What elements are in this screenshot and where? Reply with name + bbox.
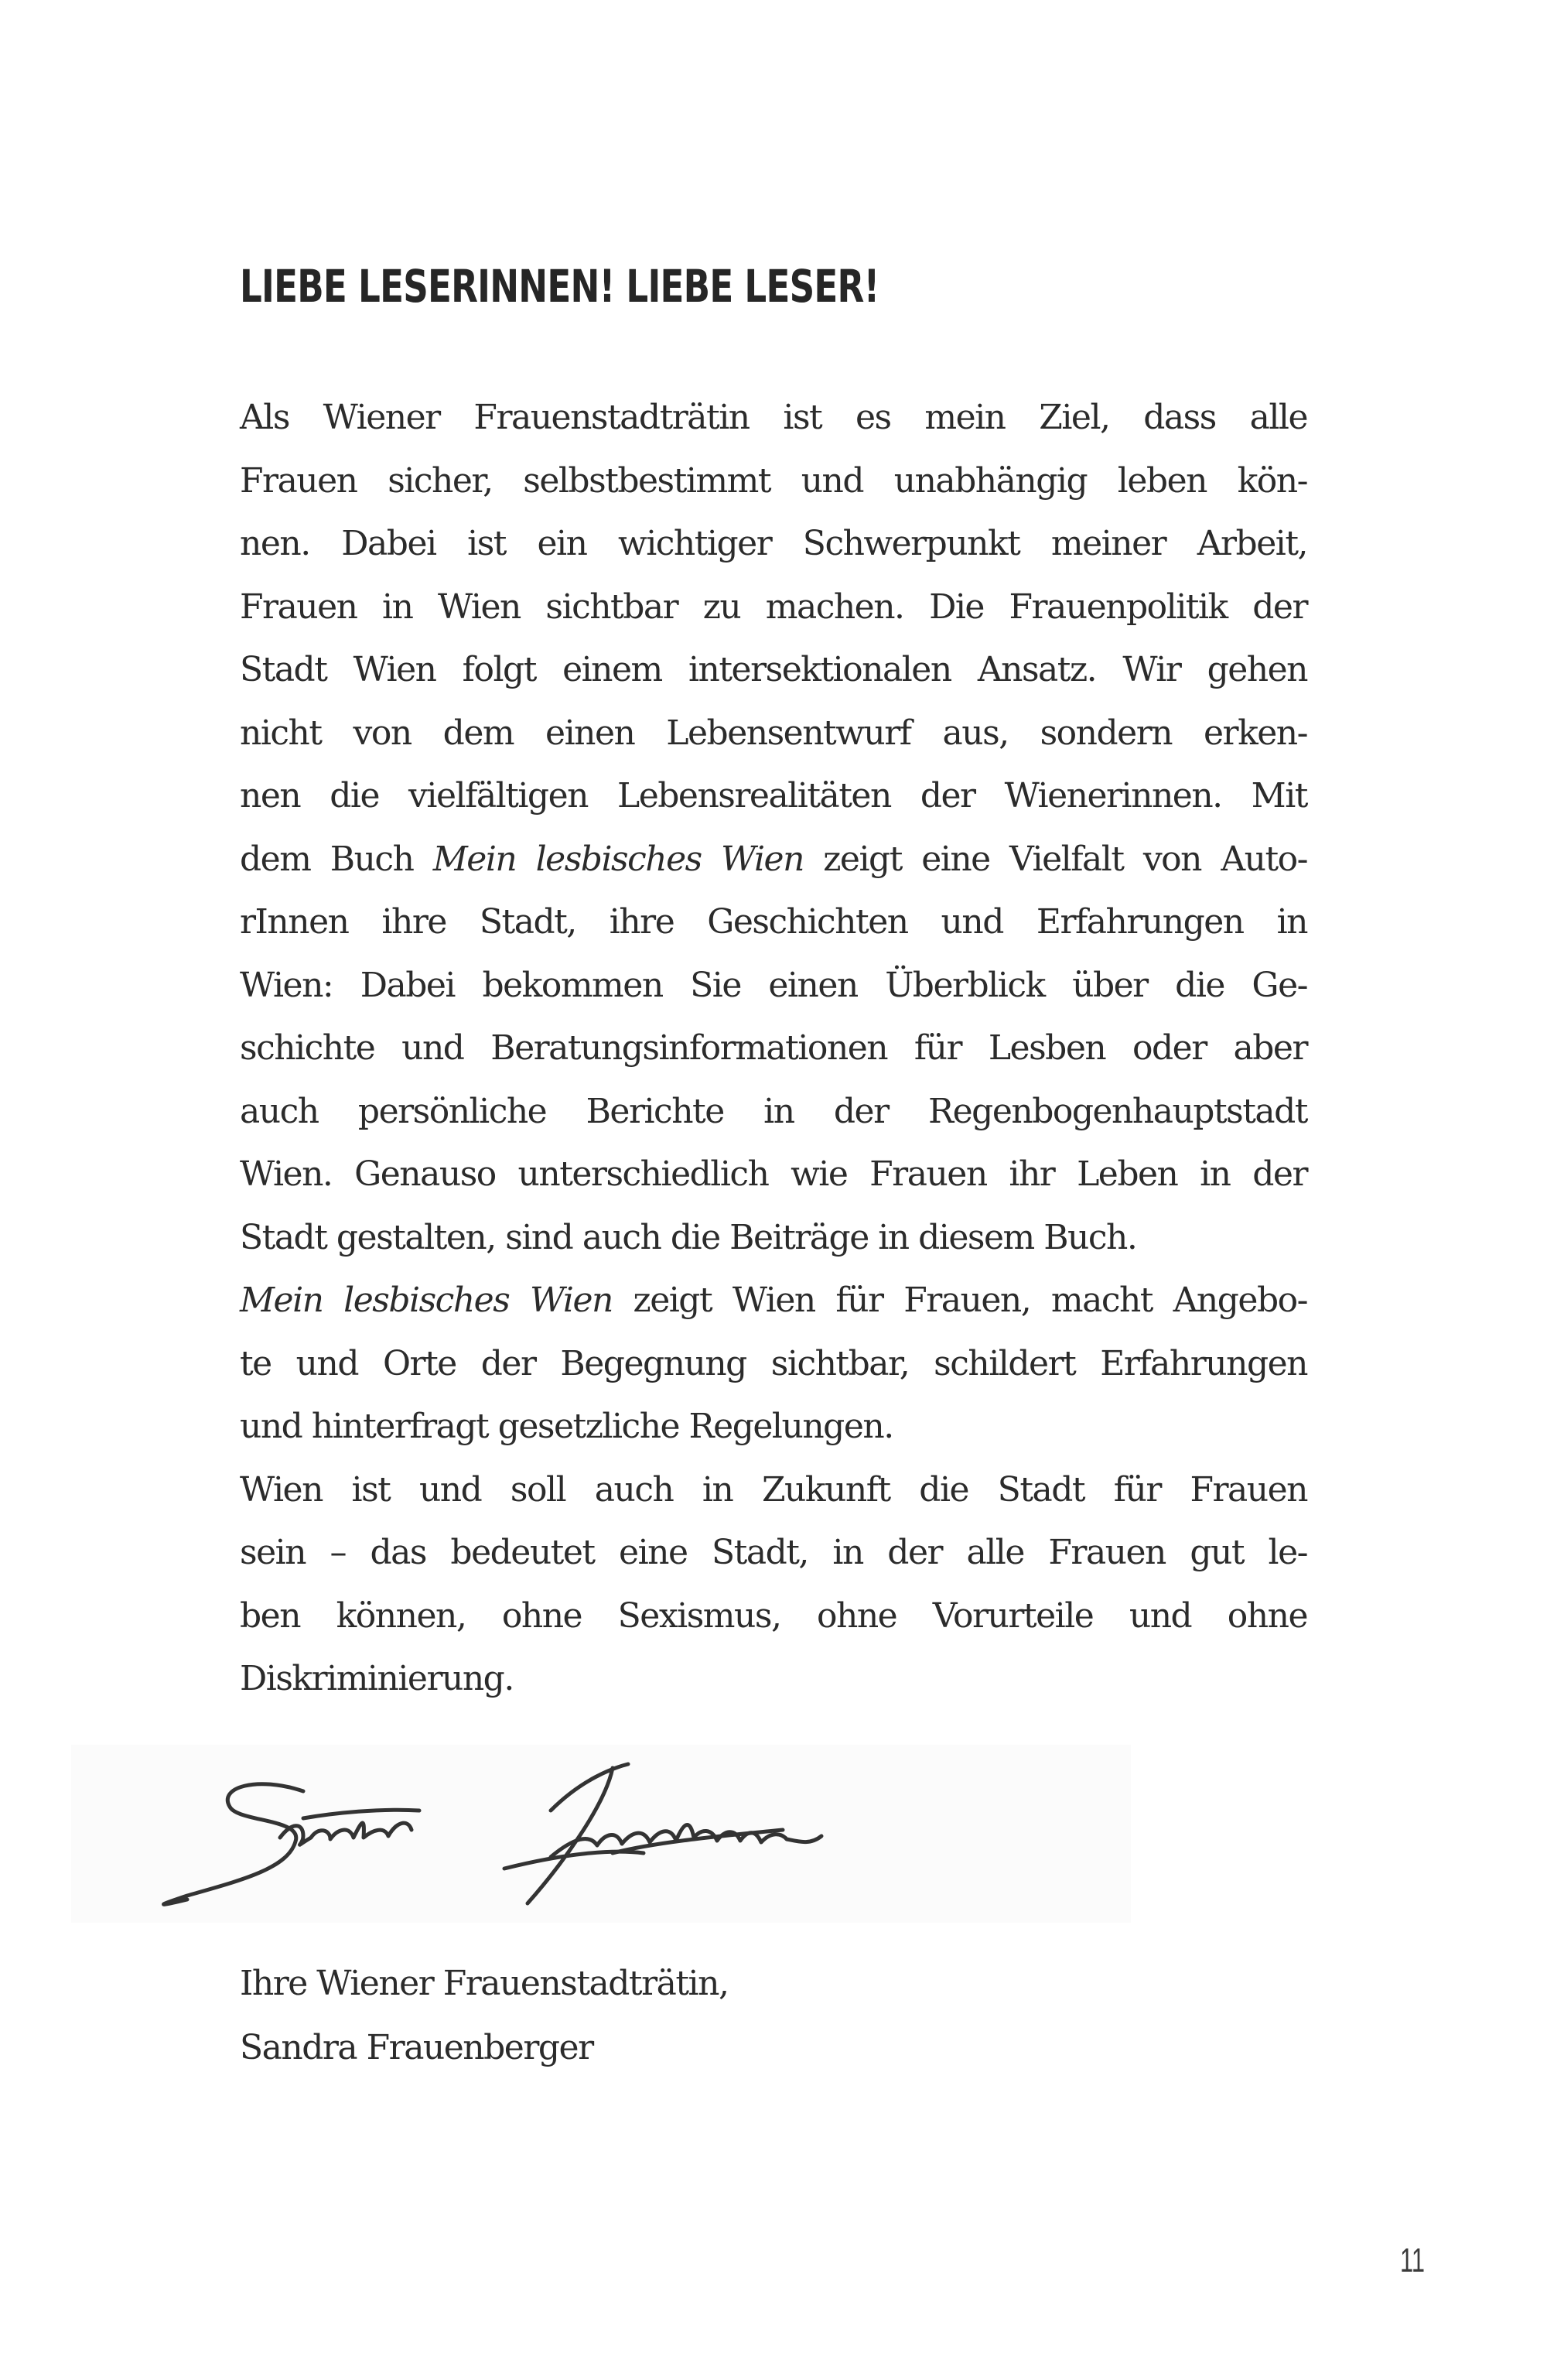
body-line-14: Stadt gestalten, sind auch die Beiträge in diesem Buch. [240, 1217, 1137, 1257]
signature-graphic [71, 1745, 1131, 1923]
body-line-19: sein – das bedeutet eine Stadt, in der alle Frauen gut le- [240, 1533, 1307, 1572]
body-line-7: nen die vielfältigen Lebensrealitäten der Wienerinnen. Mit [240, 776, 1307, 816]
page-heading: LIEBE LESERINNEN! LIEBE LESER! [240, 260, 879, 313]
letter-body [240, 386, 1307, 1711]
body-line-12: auch persönliche Berichte in der Regenbogenhauptstadt [240, 1091, 1307, 1131]
body-line-15-post: zeigt Wien für Frauen, macht Angebo- [612, 1281, 1307, 1320]
body-line-21: Diskriminierung. [240, 1659, 514, 1698]
closing-line-1: Ihre Wiener Frauenstadträtin, [240, 1964, 729, 2003]
body-line-5: Stadt Wien folgt einem intersektionalen Ansatz. Wir gehen [240, 650, 1307, 689]
page-number: 11 [1400, 2242, 1425, 2279]
body-line-8 [240, 828, 1307, 891]
closing-block [240, 1951, 728, 2080]
body-line-6: nicht von dem einen Lebensentwurf aus, sondern erken- [240, 713, 1307, 753]
body-line-4: Frauen in Wien sichtbar zu machen. Die Frauenpolitik der [240, 586, 1307, 627]
body-line-20: ben können, ohne Sexismus, ohne Vorurteile und ohne [240, 1595, 1307, 1636]
body-line-17: und hinterfragt gesetzliche Regelungen. [240, 1407, 893, 1446]
body-line-8-post: zeigt eine Vielfalt von Auto- [803, 839, 1307, 879]
handwritten-signature [71, 1745, 1131, 1923]
body-line-9: rInnen ihre Stadt, ihre Geschichten und Erfahrungen in [240, 902, 1307, 942]
body-line-13: Wien. Genauso unterschiedlich wie Frauen ihr Leben in der [240, 1154, 1307, 1194]
book-title-italic: Mein lesbisches Wien [240, 1281, 613, 1320]
body-line-2: Frauen sicher, selbstbestimmt und unabhängig leben kön- [240, 460, 1307, 501]
closing-line-2: Sandra Frauenberger [240, 2028, 593, 2067]
body-line-16: te und Orte der Begegnung sichtbar, schildert Erfahrungen [240, 1343, 1307, 1383]
body-line-8-pre: dem Buch [240, 839, 433, 879]
body-line-11: schichte und Beratungsinformationen für Lesben oder aber [240, 1028, 1307, 1068]
body-line-10: Wien: Dabei bekommen Sie einen Überblick über die Ge- [240, 965, 1307, 1005]
body-line-1: Als Wiener Frauenstadträtin ist es mein Ziel, dass alle [240, 398, 1307, 437]
body-line-3: nen. Dabei ist ein wichtiger Schwerpunkt meiner Arbeit, [240, 524, 1307, 563]
book-title-italic: Mein lesbisches Wien [432, 839, 804, 879]
body-line-15 [240, 1269, 1307, 1332]
body-line-18: Wien ist und soll auch in Zukunft die Stadt für Frauen [240, 1469, 1307, 1510]
